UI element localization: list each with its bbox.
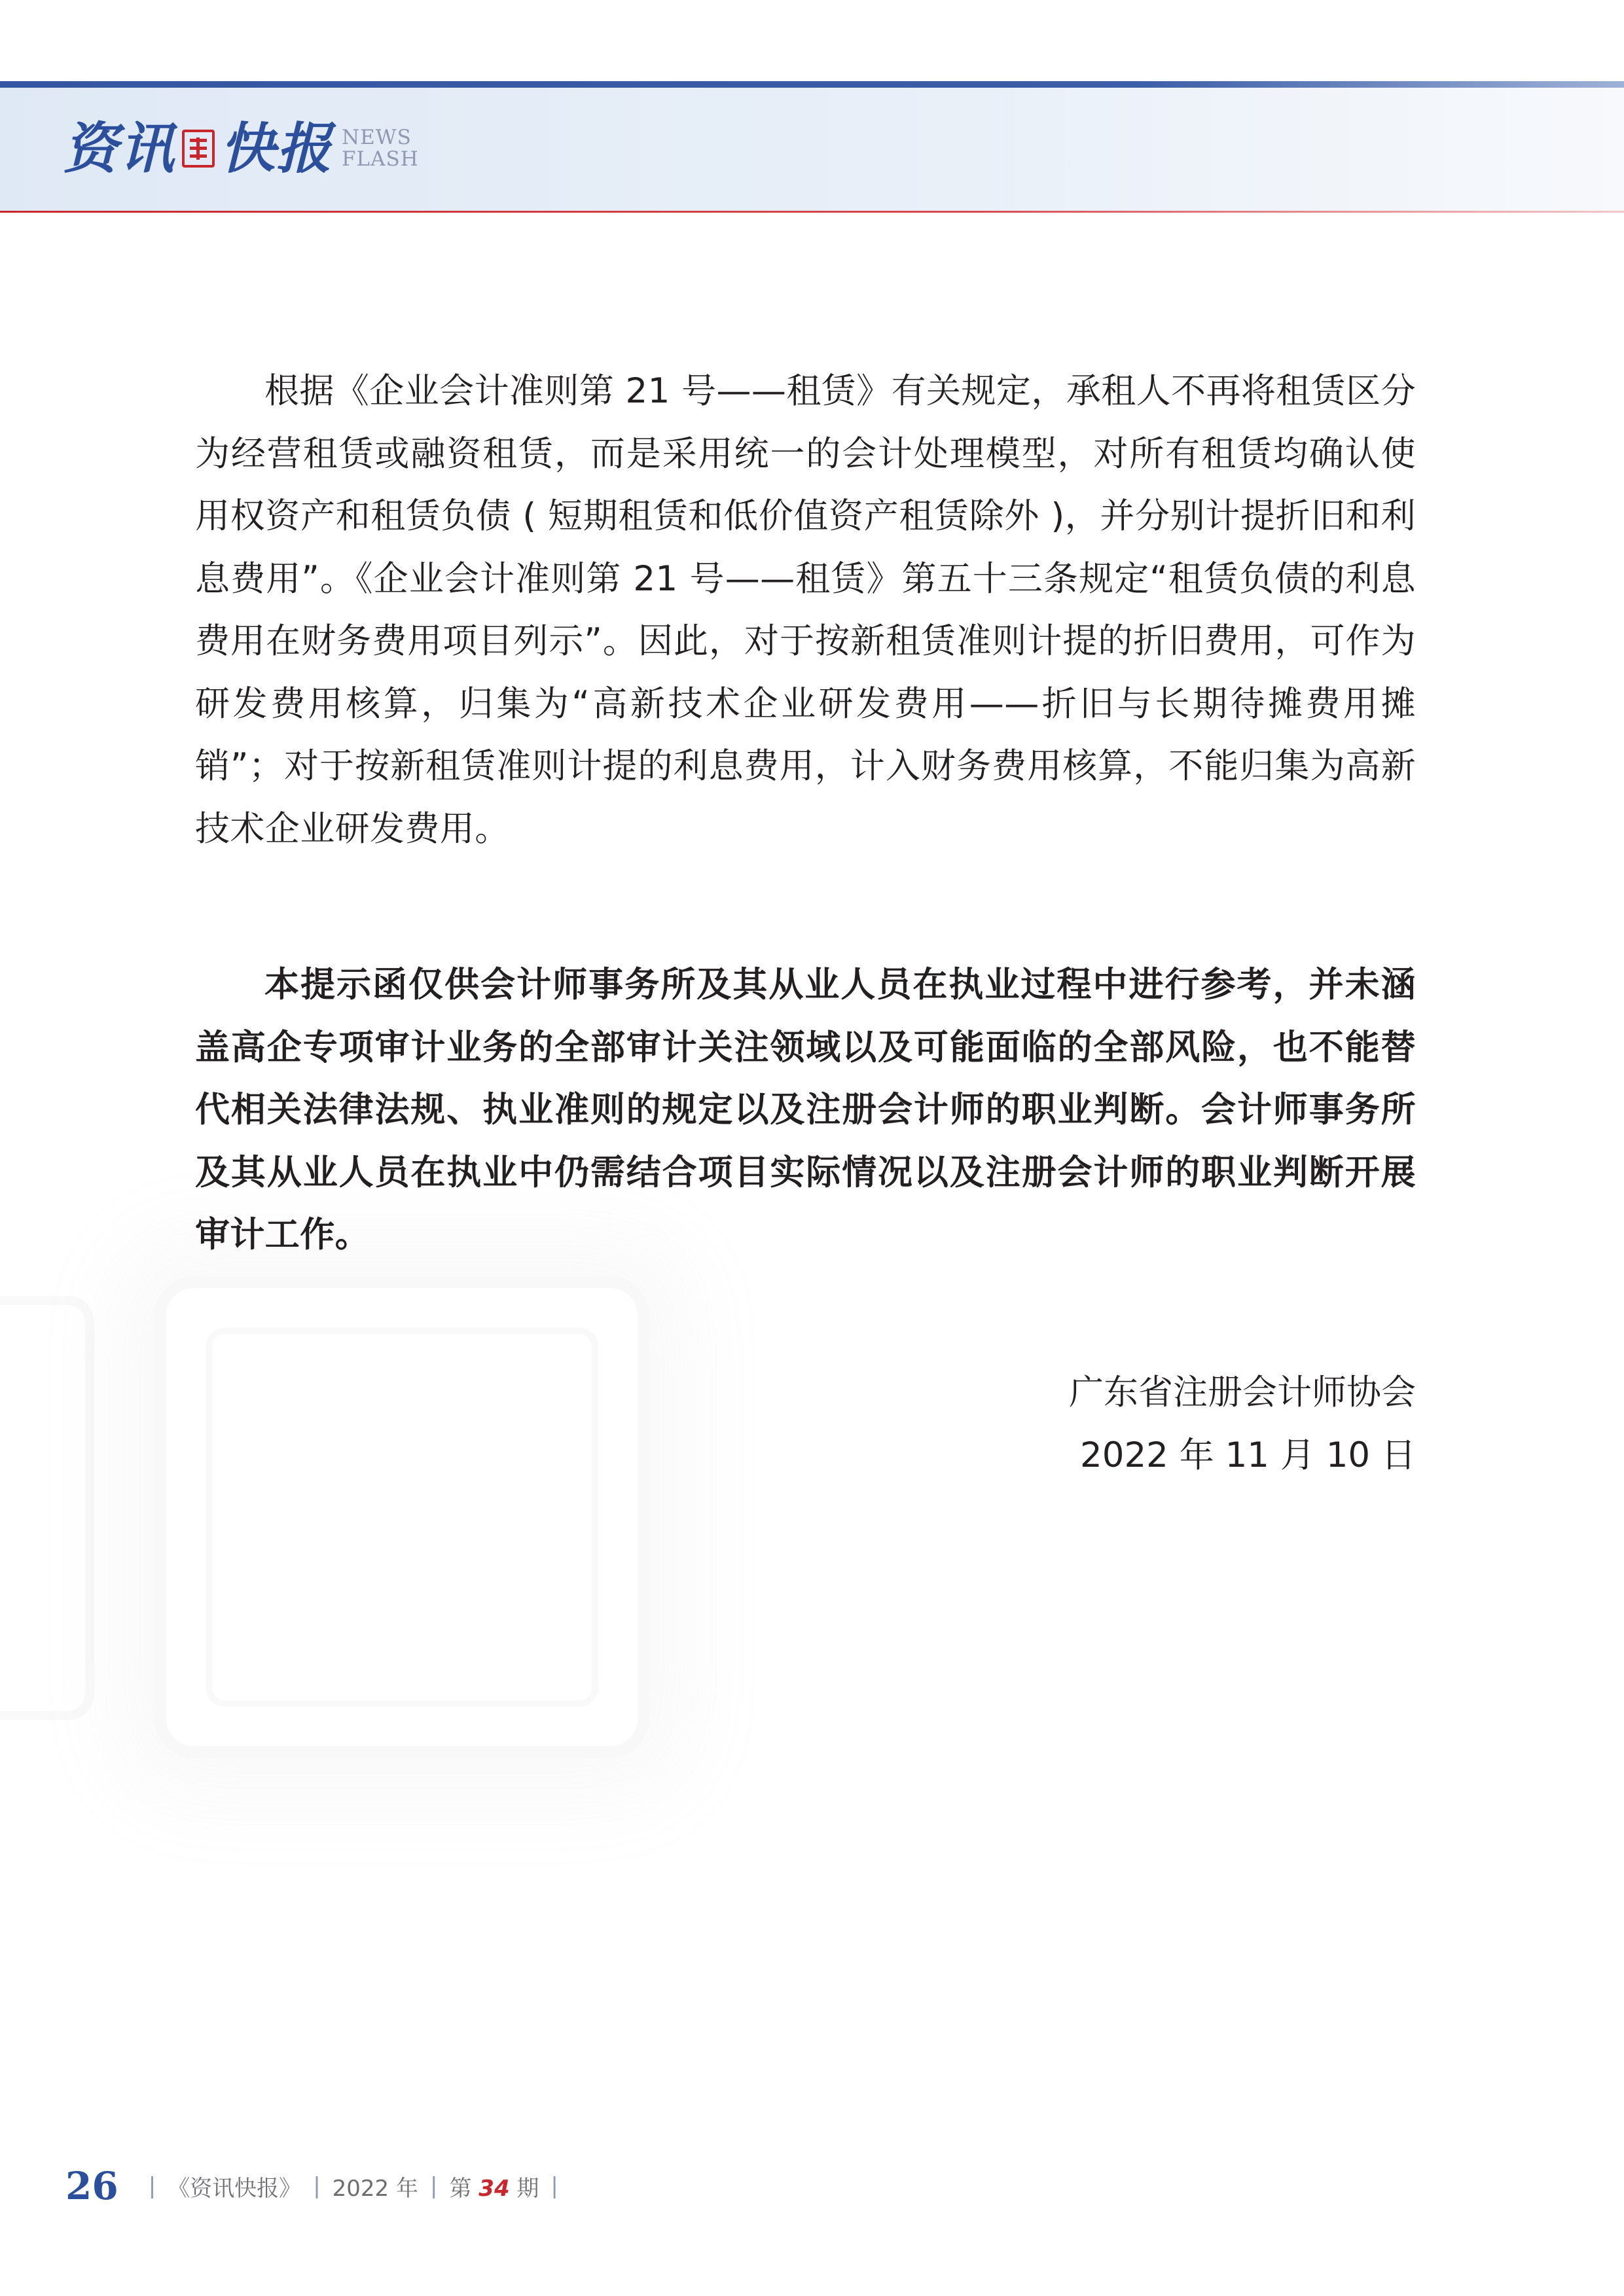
footer-separator: |	[550, 2173, 558, 2199]
issue-number: 34	[478, 2175, 510, 2202]
header-top-rule	[0, 81, 1624, 88]
logo-english	[342, 127, 419, 170]
seal-icon	[182, 130, 215, 168]
footer-separator: |	[148, 2173, 156, 2199]
signature-date: 2022 年 11 月 10 日	[1080, 1435, 1416, 1475]
page-footer	[65, 2160, 570, 2212]
logo-title-part2: 快报	[220, 116, 333, 181]
footer-publication: 《资讯快报》	[168, 2175, 302, 2202]
watermark-seal-inner	[206, 1327, 598, 1707]
logo-english-line1: NEWS	[342, 126, 412, 149]
footer-separator: |	[430, 2173, 438, 2199]
disclaimer-paragraph: 本提示函仅供会计师事务所及其从业人员在执业过程中进行参考，并未涵盖高企专项审计业务的全部审计关注领域以及可能面临的全部风险，也不能替代相关法律法规、执业准则的规定以及注册会计师的职业判断。会计师事务所及其从业人员在执业中仍需结合项目实际情况以及注册会计师的职业判断开展审计工作。	[195, 965, 1416, 1255]
footer-issue	[449, 2170, 539, 2202]
footer-year: 2022 年	[332, 2175, 418, 2202]
watermark-seal	[154, 1276, 649, 1758]
header-bottom-rule	[0, 211, 1624, 213]
logo-title-part1: 资讯	[63, 116, 176, 181]
article-body	[195, 360, 1416, 1266]
watermark-left-fragment	[0, 1296, 94, 1720]
issue-suffix: 期	[516, 2175, 539, 2202]
signature-organization: 广东省注册会计师协会	[1069, 1372, 1416, 1412]
issue-prefix: 第	[449, 2175, 472, 2202]
signature-block	[1069, 1361, 1416, 1487]
body-paragraph: 根据《企业会计准则第 21 号——租赁》有关规定，承租人不再将租赁区分为经营租赁或融资租赁，而是采用统一的会计处理模型，对所有租赁均确认使用权资产和租赁负债 ( 短期租赁和低价值资产租赁除外 )，并分别计提折旧和利息费用”。《企业会计准则第 21 号——租赁》第五十三条规定“租赁负债的利息费用在财务费用项目列示”。因此，对于按新租赁准则计提的折旧费用，可作为研发费用核算，归集为“高新技术企业研发费用——折旧与长期待摊费用摊销”；对于按新租赁准则计提的利息费用，计入财务费用核算，不能归集为高新技术企业研发费用。	[195, 371, 1416, 849]
page-number: 26	[65, 2164, 118, 2208]
logo-english-line2: FLASH	[342, 147, 419, 171]
footer-separator: |	[313, 2173, 321, 2199]
publication-logo	[63, 113, 419, 185]
